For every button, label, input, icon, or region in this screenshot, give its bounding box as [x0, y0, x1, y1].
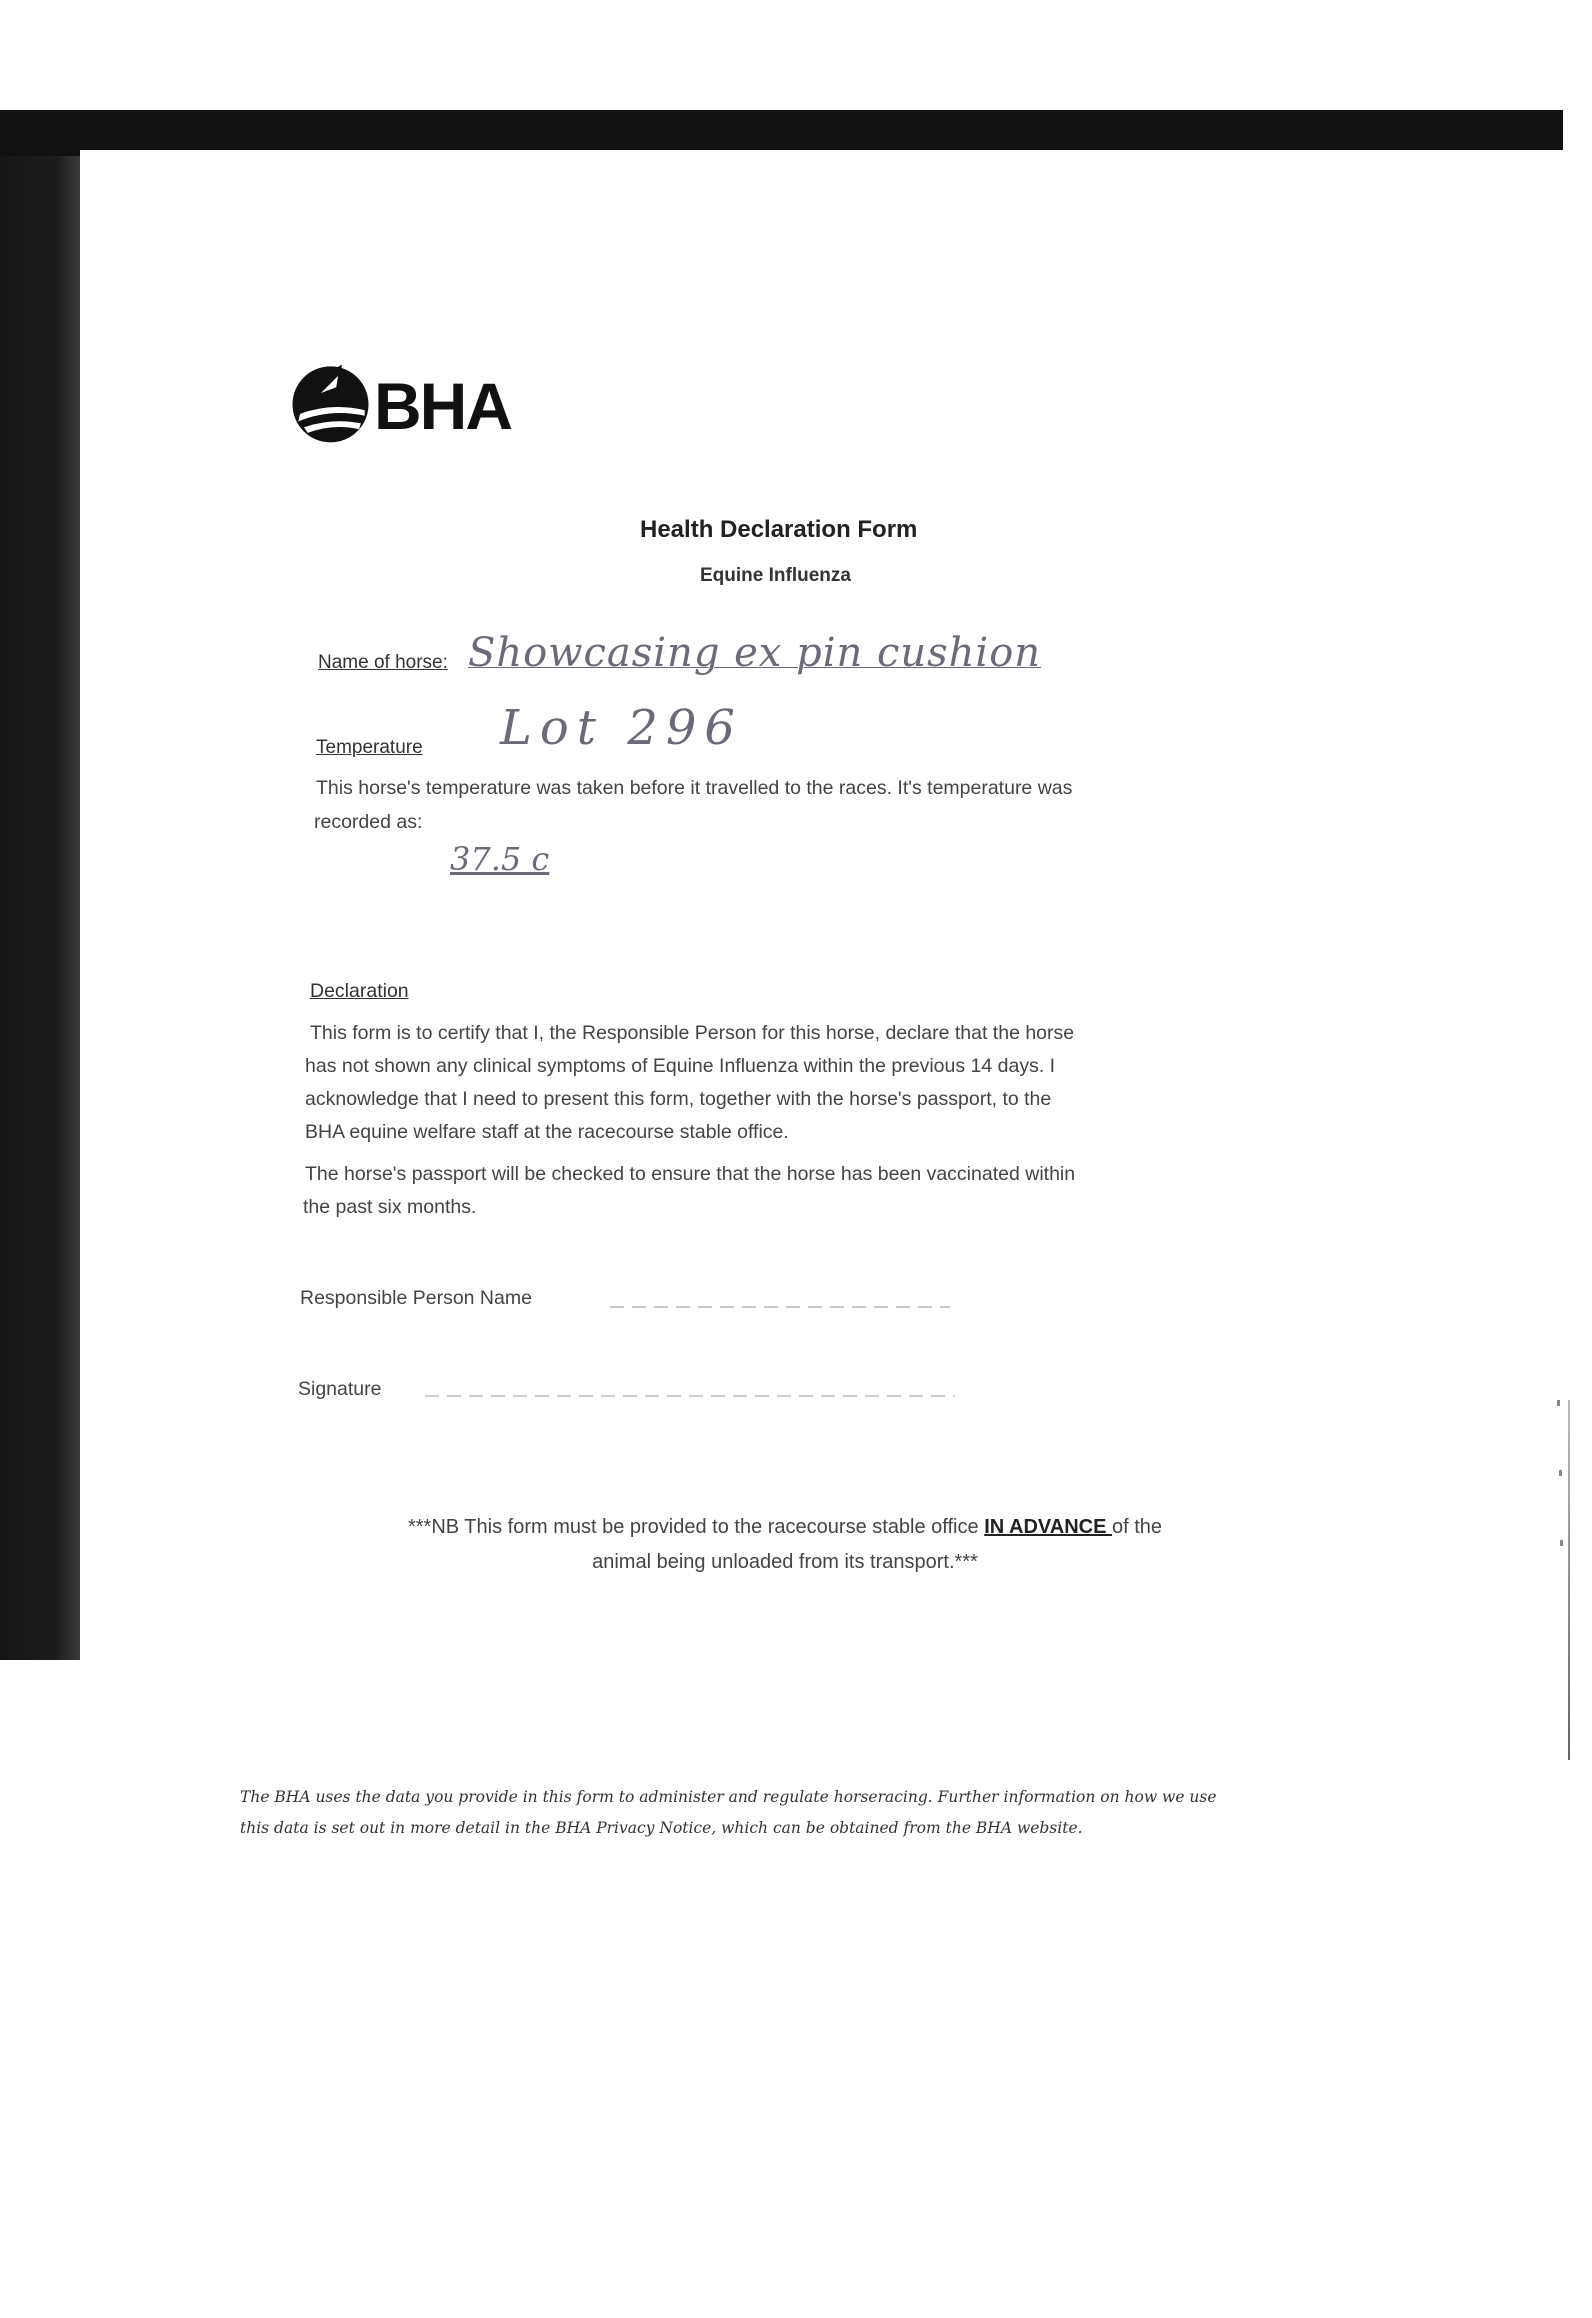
notice-line2: animal being unloaded from its transport.***: [592, 1551, 978, 1573]
responsible-person-redacted: [610, 1306, 950, 1308]
declaration-heading: Declaration: [310, 980, 409, 1002]
signature-label: Signature: [298, 1378, 382, 1400]
horse-head-icon: [283, 355, 378, 450]
notice-suffix: of the: [1111, 1516, 1163, 1538]
scan-edge-dot: [1559, 1470, 1562, 1476]
declaration-para1-line3: acknowledge that I need to present this form, together with the horse's passport, to the: [305, 1088, 1052, 1110]
notice-prefix: ***NB This form must be provided to the racecourse stable office: [407, 1516, 985, 1538]
form-subtitle: Equine Influenza: [700, 565, 851, 586]
declaration-para1-line1: This form is to certify that I, the Responsible Person for this horse, declare that the horse: [310, 1022, 1075, 1044]
declaration-para2-line1: The horse's passport will be checked to ensure that the horse has been vaccinated within: [305, 1163, 1076, 1185]
horse-name-value: Showcasing ex pin cushion: [468, 630, 1042, 676]
privacy-footer: [240, 1782, 1320, 1844]
declaration-para1-line4: BHA equine welfare staff at the racecourse stable office.: [305, 1121, 789, 1143]
scan-edge-dot: [1560, 1540, 1563, 1546]
temperature-statement-line2: recorded as:: [314, 811, 423, 833]
signature-redacted: [425, 1395, 955, 1397]
document-page: [80, 150, 1563, 2318]
horse-name-label: Name of horse:: [318, 652, 448, 673]
temperature-label: Temperature: [316, 737, 423, 758]
logo-text: BHA: [374, 368, 511, 443]
temperature-handwritten: Lot 296: [500, 700, 743, 756]
responsible-person-label: Responsible Person Name: [300, 1287, 532, 1309]
declaration-para2-line2: the past six months.: [303, 1196, 477, 1218]
temperature-statement-line1: This horse's temperature was taken before it travelled to the races. It's temperature was: [316, 777, 1073, 799]
footer-line1: The BHA uses the data you provide in this form to administer and regulate horseracing. Further information on how we use: [240, 1788, 1217, 1806]
temperature-recorded-value: 37.5 c: [450, 840, 550, 878]
declaration-para1-line2: has not shown any clinical symptoms of Equine Influenza within the previous 14 days. I: [305, 1055, 1056, 1077]
notice-line1: [310, 1510, 1260, 1545]
form-title: Health Declaration Form: [640, 516, 918, 543]
notice-emphasis: IN ADVANCE: [984, 1516, 1112, 1538]
scan-border-left: [0, 110, 80, 1660]
scan-edge-line: [1568, 1400, 1570, 1760]
scan-edge-dot: [1557, 1400, 1560, 1406]
bha-logo: [283, 355, 511, 450]
footer-line2: this data is set out in more detail in the BHA Privacy Notice, which can be obtained from the BHA website.: [240, 1819, 1083, 1837]
